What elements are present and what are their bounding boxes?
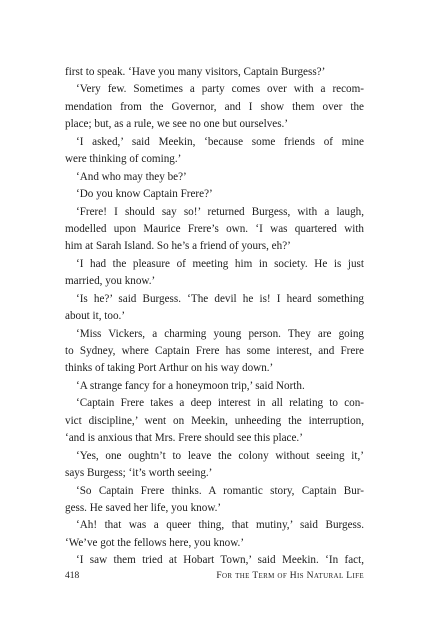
text-line: ‘I saw them tried at Hobart Town,’ said Meekin. ‘In fact, [76,554,364,567]
text-line: about it, too.’ [65,310,126,323]
text-line: gess. He saved her life, you know.’ [65,501,222,514]
text-line: vict discipline,’ went on Meekin, unheeding the interruption, [65,414,364,427]
body-text [65,64,364,570]
text-line: ‘Do you know Captain Frere?’ [76,188,213,201]
text-line: place; but, as a rule, we see no one but ourselves.’ [65,118,289,131]
text-line: ‘And who may they be?’ [76,170,187,183]
text-line: mendation from the Governor, and I show them over the [65,100,364,113]
text-line: modelled upon Maurice Frere’s own. ‘I was quartered with [65,222,364,235]
text-line: ‘Miss Vickers, a charming young person. They are going [76,327,364,340]
text-line: ‘A strange fancy for a honeymoon trip,’ said North. [76,379,305,392]
text-line: ‘Frere! I should say so!’ returned Burgess, with a laugh, [76,205,364,218]
text-line: ‘Yes, one oughtn’t to leave the colony without seeing it,’ [76,449,364,462]
text-line: him at Sarah Island. So he’s a friend of yours, eh?’ [65,240,291,253]
text-line: were thinking of coming.’ [65,153,182,166]
text-line: thinks of taking Port Arthur on his way down.’ [65,362,274,375]
text-line: ‘Captain Frere takes a deep interest in all relating to con- [76,397,364,410]
text-line: to Sydney, where Captain Frere has some interest, and Frere [65,345,364,357]
text-line: first to speak. ‘Have you many visitors, Captain Burgess?’ [65,66,326,78]
text-line: says Burgess; ‘it’s worth seeing.’ [65,467,213,480]
page-footer [65,571,364,585]
text-line: married, you know.’ [65,275,156,288]
text-line: ‘and is anxious that Mrs. Frere should see this place.’ [65,432,303,445]
text-line: ‘So Captain Frere thinks. A romantic story, Captain Bur- [76,484,364,497]
running-title: For the Term of His Natural Life [216,571,364,581]
text-line: ‘Ah! that was a queer thing, that mutiny,’ said Burgess. [76,519,364,532]
text-line: ‘Is he?’ said Burgess. ‘The devil he is! I heard something [76,292,364,305]
page-number: 418 [65,571,80,581]
text-line: ‘We’ve got the fellows here, you know.’ [65,536,245,549]
text-line: ‘I asked,’ said Meekin, ‘because some friends of mine [76,135,364,148]
text-line: ‘Very few. Sometimes a party comes over with a recom- [76,83,364,96]
text-line: ‘I had the pleasure of meeting him in society. He is just [76,257,364,270]
